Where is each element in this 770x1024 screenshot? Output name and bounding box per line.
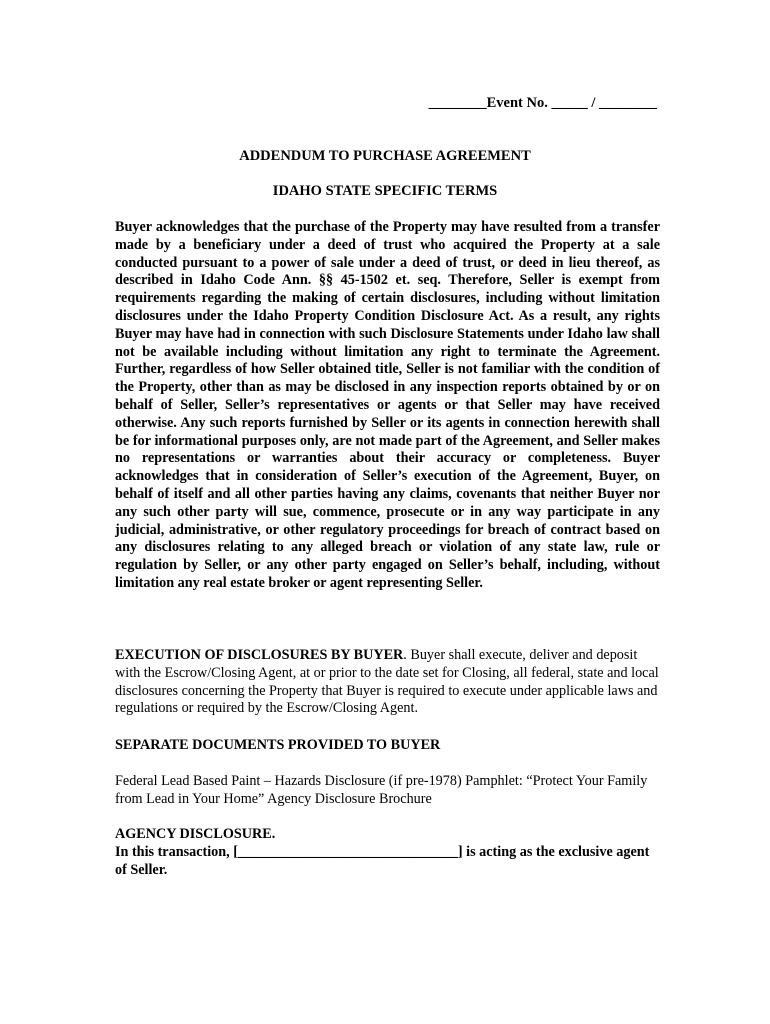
separate-documents-heading: SEPARATE DOCUMENTS PROVIDED TO BUYER [115,737,441,753]
document-title: ADDENDUM TO PURCHASE AGREEMENT [239,148,531,164]
document-subtitle: IDAHO STATE SPECIFIC TERMS [272,183,498,199]
acknowledgement-paragraph: Buyer acknowledges that the purchase of the Property may have resulted from a transfer made by a beneficiary under a deed of trust who acquired the Property at a sale conducted pursuant to a power of sale under a deed of trust, or deed in lieu thereof, as described in Idaho Code Ann. §§ 45-1502 et. seq. Therefore, Seller is exempt from requirements regarding the making of certain disclosures, including without limitation disclosures under the Idaho Property Condition Disclosure Act. As a result, any rights Buyer may have had in connection with such Disclosure Statements under Idaho law shall not be available including without limitation any right to terminate the Agreement. Further, regardless of how Seller obtained title, Seller is not familiar with the condition of the Property, other than as may be disclosed in any inspection reports obtained by or on behalf of Seller, Seller’s representatives or agents or that Seller may have received otherwise. Any such reports furnished by Seller or its agents in connection herewith shall be for informational purposes only, are not made part of the Agreement, and Seller makes no representations or warranties about their accuracy or completeness. Buyer acknowledges that in consideration of Seller’s execution of the Agreement, Buyer, on behalf of itself and all other parties having any claims, covenants that neither Buyer nor any such other party will sue, commence, prosecute or in any way participate in any judicial, administrative, or other regulatory proceedings for breach of contract based on any disclosures relating to any alleged breach or violation of any state law, rule or regulation by Seller, or any other party engaged on Seller’s behalf, including, without limitation any real estate broker or agent representing Seller. [115,219,660,591]
separate-documents-text: Federal Lead Based Paint – Hazards Disclosure (if pre-1978) Pamphlet: “Protect Your Family from Lead in Your Home” Agency Disclosure Brochure [115,773,648,807]
event-number-line: ________Event No. _____ / ________ [428,95,657,111]
execution-paragraph [115,647,660,718]
agency-disclosure-heading: AGENCY DISCLOSURE. [115,826,276,842]
execution-heading: EXECUTION OF DISCLOSURES BY BUYER [115,647,404,663]
execution-text: . Buyer shall execute, deliver and deposit with the Escrow/Closing Agent, at or prior to the date set for Closing, all federal, state and local disclosures concerning the Property that Buyer is required to execute under applicable laws and regulations or required by the Escrow/Closing Agent. [115,647,659,717]
agency-disclosure-text: In this transaction, [_______________________________] is acting as the exclusive agent of Seller. [115,844,650,878]
